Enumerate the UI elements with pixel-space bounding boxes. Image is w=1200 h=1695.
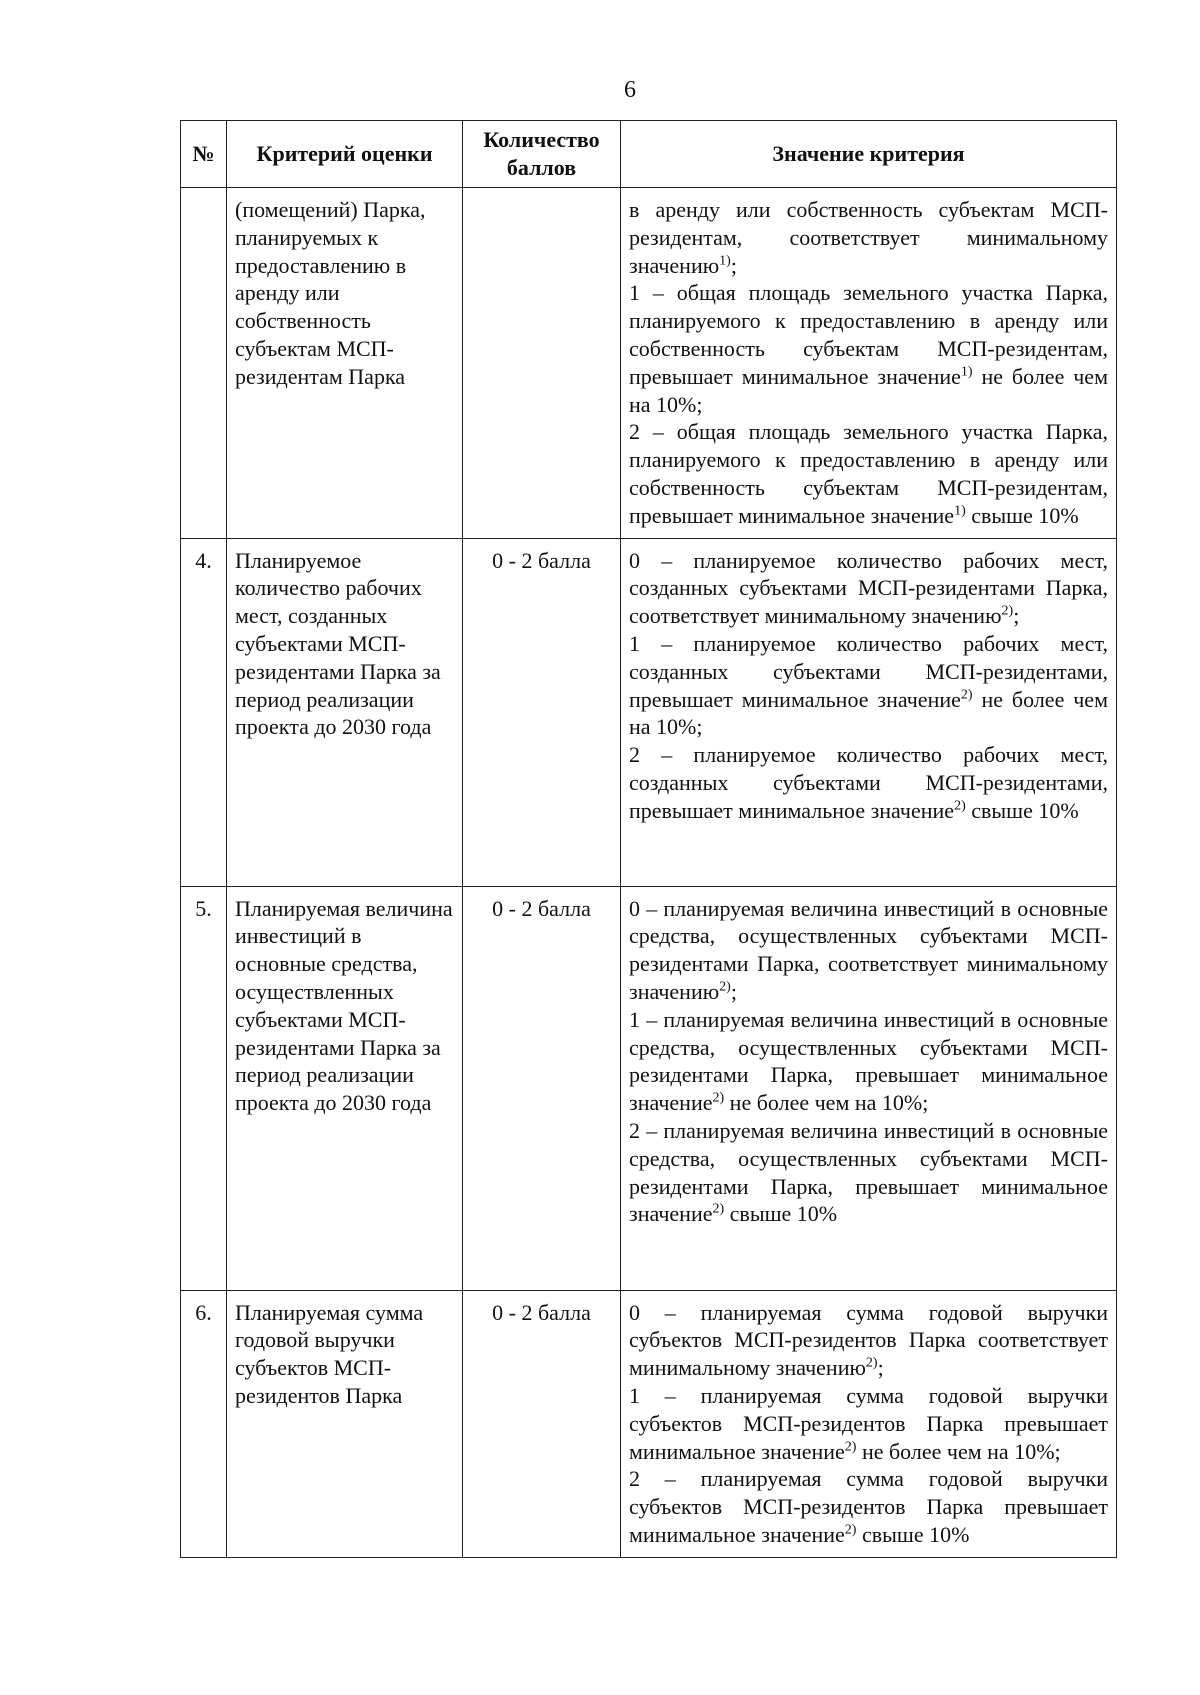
header-num: № <box>181 121 227 188</box>
table-row <box>181 1290 1117 1557</box>
value-paragraph: 1 – планируемое количество рабочих мест, созданных субъектами МСП-резидентами, превышает минимальное значение$^{2)}$ не более чем на 10%; <box>629 630 1108 740</box>
row-score: 0 - 2 балла <box>463 886 621 1290</box>
row-num: 5. <box>181 886 227 1290</box>
value-paragraph: 1 – планируемая сумма годовой выручки субъектов МСП-резидентов Парка превышает минимальное значение$^{2)}$ не более чем на 10%; <box>629 1382 1108 1464</box>
page-number: 6 <box>624 77 636 103</box>
value-paragraph: в аренду или собственность субъектам МСП-резидентам, соответствует минимальному значению$^{1)}$; <box>629 197 1108 278</box>
table-row <box>181 538 1117 886</box>
table-row <box>181 886 1117 1290</box>
row-score: 0 - 2 балла <box>463 538 621 886</box>
row-criterion: Планируемая величина инвестиций в основные средства, осуществленных субъектами МСП-резидентами Парка за период реализации проекта до 2030 года <box>227 886 463 1290</box>
value-paragraph: 1 – общая площадь земельного участка Парка, планируемого к предоставлению в аренду или собственность субъектам МСП-резидентам, превышает минимальное значение$^{1)}$ не более чем на 10%; <box>629 280 1108 417</box>
value-paragraph: 2 – планируемая величина инвестиций в основные средства, осуществленных субъектами МСП-резидентами Парка, превышает минимальное значение$^{2)}$ свыше 10% <box>629 1117 1108 1227</box>
header-criterion: Критерий оценки <box>227 121 463 188</box>
value-paragraph: 1 – планируемая величина инвестиций в основные средства, осуществленных субъектами МСП-резидентами Парка, превышает минимальное значение$^{2)}$ не более чем на 10%; <box>629 1006 1108 1116</box>
header-value: Значение критерия <box>621 121 1117 188</box>
value-paragraph: 0 – планируемая величина инвестиций в основные средства, осуществленных субъектами МСП-резидентами Парка, соответствует минимальному значению$^{2)}$; <box>629 895 1108 1004</box>
row-value <box>621 1290 1117 1557</box>
value-paragraph: 0 – планируемое количество рабочих мест, созданных субъектами МСП-резидентами Парка, соответствует минимальному значению$^{2)}$; <box>629 547 1108 629</box>
value-paragraph: 2 – планируемая сумма годовой выручки субъектов МСП-резидентов Парка превышает минимальное значение$^{2)}$ свыше 10% <box>629 1466 1108 1547</box>
row-criterion: Планируемая сумма годовой выручки субъектов МСП-резидентов Парка <box>227 1290 463 1557</box>
row-num: 6. <box>181 1290 227 1557</box>
row-num: 4. <box>181 538 227 886</box>
row-criterion: (помещений) Парка, планируемых к предоставлению в аренду или собственность субъектам МСП-резидентам Парка <box>227 188 463 539</box>
row-value <box>621 188 1117 539</box>
value-paragraph: 2 – общая площадь земельного участка Парка, планируемого к предоставлению в аренду или собственность субъектам МСП-резидентам, превышает минимальное значение$^{1)}$ свыше 10% <box>629 419 1108 528</box>
table-header-row <box>181 121 1117 188</box>
criteria-table <box>180 120 1117 1558</box>
value-paragraph: 0 – планируемая сумма годовой выручки субъектов МСП-резидентов Парка соответствует минимальному значению$^{2)}$; <box>629 1299 1108 1381</box>
value-paragraph: 2 – планируемое количество рабочих мест, созданных субъектами МСП-резидентами, превышает минимальное значение$^{2)}$ свыше 10% <box>629 742 1108 823</box>
row-criterion: Планируемое количество рабочих мест, созданных субъектами МСП-резидентами Парка за период реализации проекта до 2030 года <box>227 538 463 886</box>
row-num <box>181 188 227 539</box>
row-score: 0 - 2 балла <box>463 1290 621 1557</box>
header-score: Количество баллов <box>463 121 621 188</box>
row-value <box>621 538 1117 886</box>
row-score <box>463 188 621 539</box>
row-value <box>621 886 1117 1290</box>
table-row <box>181 188 1117 539</box>
